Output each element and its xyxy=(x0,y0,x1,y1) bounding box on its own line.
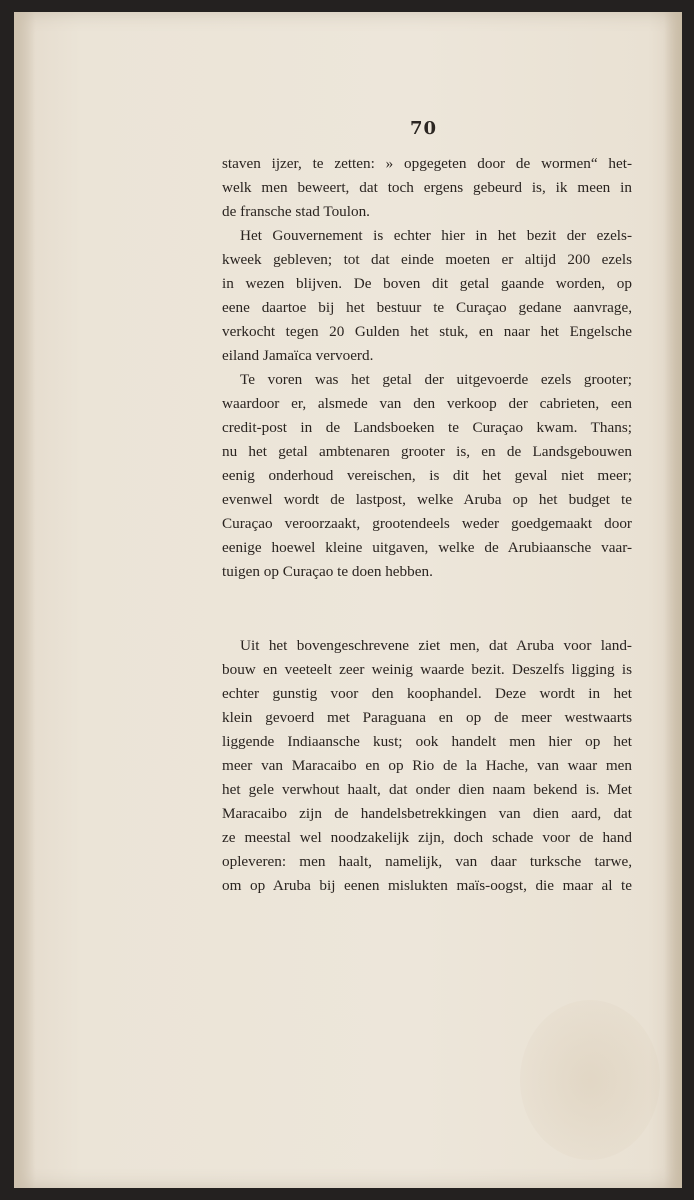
text-line: Curaçao veroorzaakt, grootendeels weder goedgemaakt door xyxy=(222,515,632,532)
text-line: tuigen op Curaçao te doen hebben. xyxy=(222,563,433,580)
text-line: bouw en veeteelt zeer weinig waarde bezit. Deszelfs ligging is xyxy=(222,661,632,678)
paragraph-3 xyxy=(222,368,632,584)
text-line: Het Gouvernement is echter hier in het bezit der ezels- xyxy=(240,227,632,244)
text-line: staven ijzer, te zetten: » opgegeten door de wormen“ het- xyxy=(222,155,632,172)
text-line: verkocht tegen 20 Gulden het stuk, en naar het Engelsche xyxy=(222,323,632,340)
body-text xyxy=(222,152,632,898)
text-line: eenige hoewel kleine uitgaven, welke de Arubiaansche vaar- xyxy=(222,539,632,556)
text-line: eiland Jamaïca vervoerd. xyxy=(222,347,374,364)
text-line: klein gevoerd met Paraguana en op de meer westwaarts xyxy=(222,709,632,726)
text-line: de fransche stad Toulon. xyxy=(222,203,370,220)
paragraph-4 xyxy=(222,634,632,898)
paragraph-2 xyxy=(222,224,632,368)
text-line: eenig onderhoud vereischen, is dit het geval niet meer; xyxy=(222,467,632,484)
text-line: opleveren: men haalt, namelijk, van daar turksche tarwe, xyxy=(222,853,632,870)
page-gutter-shadow xyxy=(664,12,682,1188)
text-line: Maracaibo zijn de handelsbetrekkingen van dien aard, dat xyxy=(222,805,632,822)
page-number: 70 xyxy=(410,118,438,139)
text-line: credit-post in de Landsboeken te Curaçao kwam. Thans; xyxy=(222,419,632,436)
text-line: evenwel wordt de lastpost, welke Aruba op het budget te xyxy=(222,491,632,508)
paragraph-1 xyxy=(222,152,632,224)
text-line: Te voren was het getal der uitgevoerde ezels grooter; xyxy=(240,371,632,388)
text-line: Uit het bovengeschrevene ziet men, dat Aruba voor land- xyxy=(240,637,632,654)
text-line: het gele verwhout haalt, dat onder dien naam bekend is. Met xyxy=(222,781,632,798)
text-line: echter gunstig voor den koophandel. Deze wordt in het xyxy=(222,685,632,702)
section-gap xyxy=(222,584,632,634)
text-line: nu het getal ambtenaren grooter is, en de Landsgebouwen xyxy=(222,443,632,460)
text-line: eene daartoe bij het bestuur te Curaçao gedane aanvrage, xyxy=(222,299,632,316)
page-edge-shadow xyxy=(14,12,36,1188)
text-line: meer van Maracaibo en op Rio de la Hache, van waar men xyxy=(222,757,632,774)
text-line: liggende Indiaansche kust; ook handelt men hier op het xyxy=(222,733,632,750)
text-line: ze meestal wel noodzakelijk zijn, doch schade voor de hand xyxy=(222,829,632,846)
paper-stain xyxy=(520,1000,660,1160)
text-line: welk men beweert, dat toch ergens gebeurd is, ik meen in xyxy=(222,179,632,196)
text-line: waardoor er, alsmede van den verkoop der cabrieten, een xyxy=(222,395,632,412)
text-line: in wezen blijven. De boven dit getal gaande worden, op xyxy=(222,275,632,292)
text-line: kweek gebleven; tot dat einde moeten er altijd 200 ezels xyxy=(222,251,632,268)
text-line: om op Aruba bij eenen mislukten maïs-oogst, die maar al te xyxy=(222,877,632,894)
